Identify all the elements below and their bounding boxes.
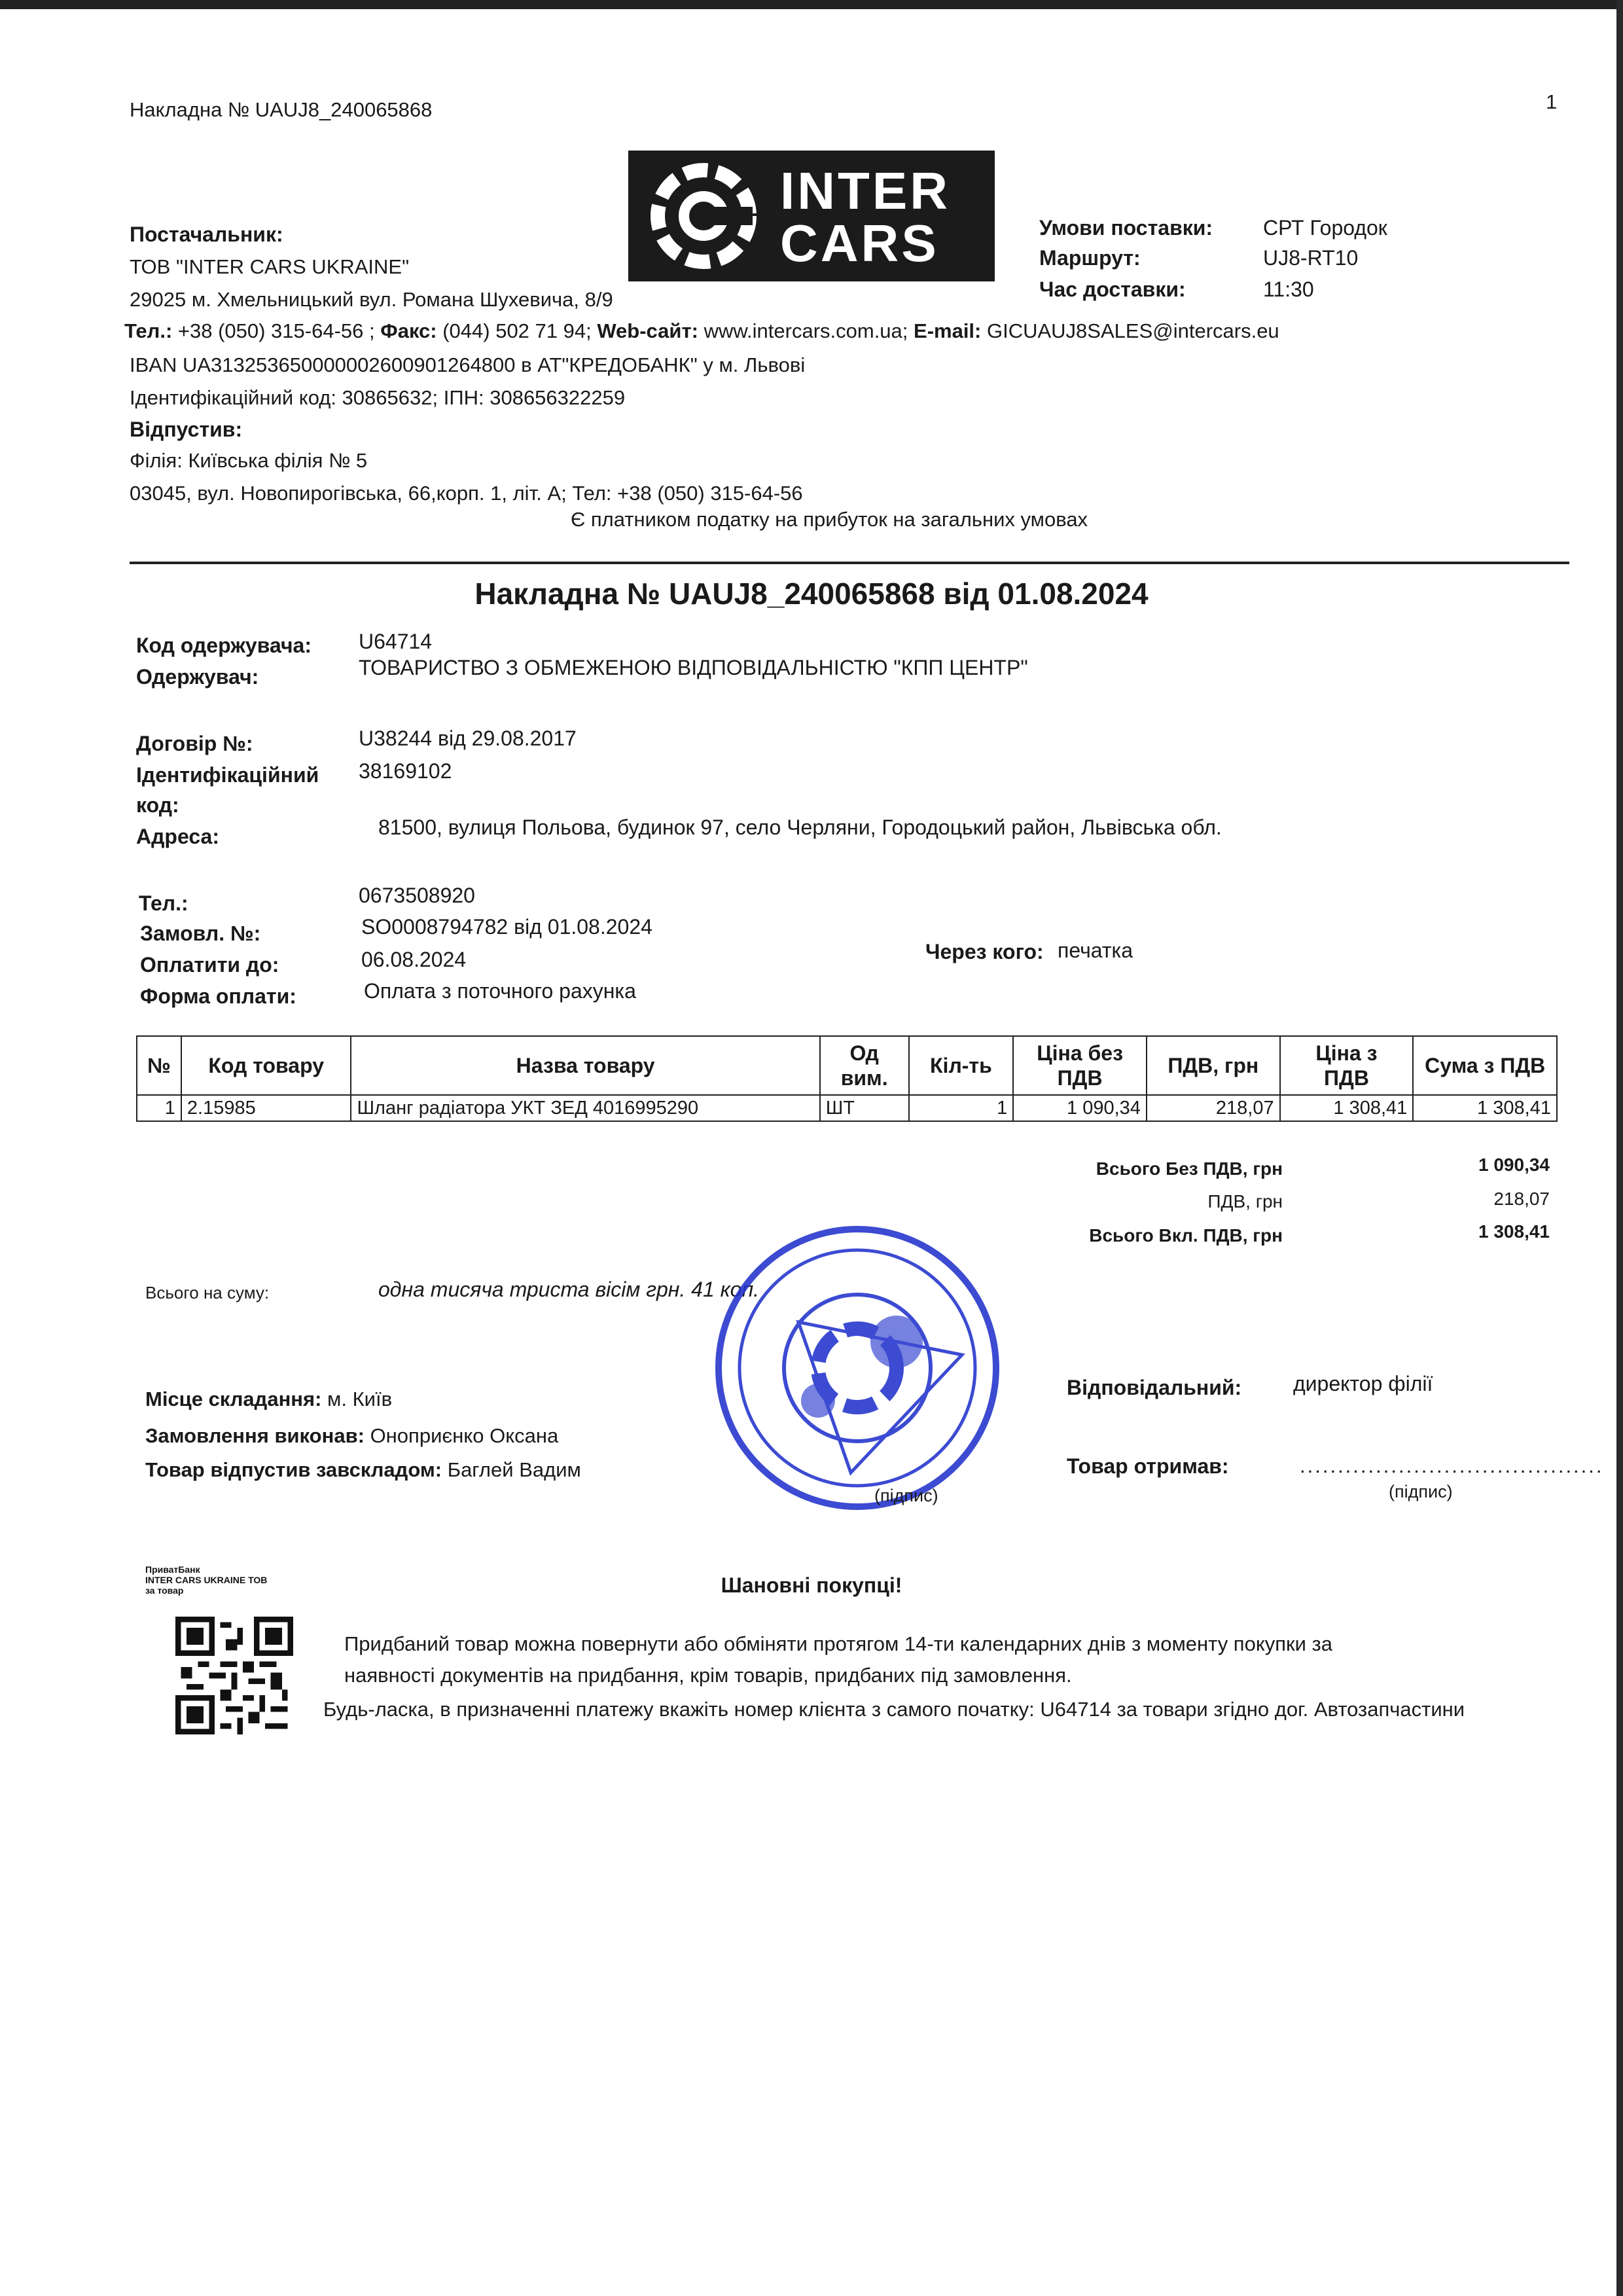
tax-note: Є платником податку на прибуток на загальних умовах [571, 508, 1088, 531]
web-label: Web-сайт: [591, 319, 698, 342]
total-gross-value: 1 308,41 [1478, 1221, 1550, 1242]
inter-cars-logo [628, 151, 995, 281]
header-divider [130, 562, 1569, 564]
items-header-row [137, 1036, 1557, 1095]
document-title: Накладна № UAUJ8_240065868 від 01.08.2024 [474, 577, 1149, 611]
executed-label: Замовлення виконав: [145, 1424, 365, 1447]
supplier-name: ТОВ "INTER CARS UKRAINE" [130, 255, 410, 278]
recipient-name-label: Одержувач: [136, 665, 259, 689]
footer-greeting: Шановні покупці! [721, 1573, 902, 1597]
released-address: 03045, вул. Новопирогівська, 66,корп. 1, літ. А; Тел: +38 (050) 315-64-56 [130, 482, 803, 505]
email-label: E-mail: [908, 319, 982, 342]
logo-text-inter: INTER [780, 162, 950, 220]
via-value: печатка [1058, 939, 1133, 962]
total-vat-label: ПДВ, грн [1207, 1191, 1283, 1211]
release-sign-hint: (підпис) [874, 1486, 938, 1505]
scan-edge-top [0, 0, 1623, 9]
row-price-vat: 1 308,41 [1280, 1095, 1414, 1121]
sum-words-label: Всього на суму: [145, 1283, 270, 1302]
col-unit-line2: вим. [840, 1066, 888, 1090]
col-num: № [137, 1036, 181, 1095]
logo-text-cars: CARS [780, 214, 939, 272]
order-label: Замовл. №: [140, 922, 261, 945]
col-price-vat-line2: ПДВ [1324, 1066, 1369, 1090]
recipient-id-label-2: код: [136, 793, 179, 817]
route-value: UJ8-RT10 [1263, 246, 1359, 270]
row-unit: ШТ [820, 1095, 909, 1121]
company-stamp-icon [700, 1211, 1014, 1525]
total-net-value: 1 090,34 [1478, 1155, 1550, 1175]
supplier-address: 29025 м. Хмельницький вул. Романа Шухевича, 8/9 [130, 288, 613, 311]
col-price-vat-line1: Ціна з [1315, 1041, 1378, 1065]
payment-form-label: Форма оплати: [140, 984, 296, 1008]
supplier-ids: Ідентифікаційний код: 30865632; ІПН: 308656322259 [130, 386, 626, 409]
recipient-address-label: Адреса: [136, 825, 219, 848]
responsible-label: Відповідальний: [1067, 1376, 1242, 1399]
recipient-tel-label: Тел.: [139, 891, 188, 915]
recipient-address: 81500, вулиця Польова, будинок 97, село Черляни, Городоцький район, Львівська обл. [378, 816, 1222, 839]
email-value: GICUAUJ8SALES@intercars.eu [981, 319, 1279, 342]
total-gross-label: Всього Вкл. ПДВ, грн [1089, 1225, 1283, 1246]
fax-label: Факс: [374, 319, 437, 342]
tel-label: Тел.: [124, 319, 173, 342]
bank-purpose: за товар [145, 1585, 184, 1596]
col-qty: Кіл-ть [909, 1036, 1014, 1095]
released-branch: Філія: Київська філія № 5 [130, 449, 368, 472]
supplier-iban: IBAN UA313253650000002600901264800 в АТ"КРЕДОБАНК" у м. Львові [130, 353, 806, 376]
warehouse-label: Товар відпустив завскладом: [145, 1458, 442, 1481]
sum-words-text: одна тисяча триста вісім грн. 41 коп. [378, 1278, 760, 1301]
row-price: 1 090,34 [1013, 1095, 1147, 1121]
contract-value: U38244 від 29.08.2017 [359, 726, 577, 750]
col-price-vat [1280, 1036, 1414, 1095]
supplier-label: Постачальник: [130, 223, 283, 246]
total-net-label: Всього Без ПДВ, грн [1096, 1158, 1283, 1179]
header-reference: Накладна № UAUJ8_240065868 [130, 98, 433, 121]
col-unit [820, 1036, 909, 1095]
row-vat: 218,07 [1147, 1095, 1280, 1121]
pay-until-label: Оплатити до: [140, 953, 279, 977]
col-price [1013, 1036, 1147, 1095]
place-label: Місце складання: [145, 1388, 322, 1410]
col-name: Назва товару [351, 1036, 819, 1095]
received-sign-line: ........................................ [1300, 1454, 1604, 1477]
row-code: 2.15985 [181, 1095, 351, 1121]
col-unit-line1: Од [849, 1041, 879, 1065]
col-price-line2: ПДВ [1057, 1066, 1103, 1090]
items-table [136, 1035, 1558, 1122]
delivery-terms: СРТ Городок [1263, 216, 1387, 240]
order-value: SO0008794782 від 01.08.2024 [361, 915, 652, 939]
supplier-contacts [124, 319, 1279, 343]
payment-qr-code-icon [175, 1617, 293, 1734]
row-name: Шланг радіатора УКТ ЗЕД 4016995290 [351, 1095, 819, 1121]
recipient-id-label-1: Ідентифікаційний [136, 763, 319, 787]
pay-until-value: 06.08.2024 [361, 948, 467, 971]
row-qty: 1 [909, 1095, 1014, 1121]
row-sum: 1 308,41 [1413, 1095, 1557, 1121]
recipient-tel: 0673508920 [359, 884, 475, 907]
route-label: Маршрут: [1039, 246, 1141, 270]
responsible-value: директор філії [1293, 1372, 1433, 1395]
delivery-time-label: Час доставки: [1039, 278, 1186, 301]
place-value: м. Київ [321, 1388, 393, 1410]
footer-payment-note: Будь-ласка, в призначенні платежу вкажіть номер клієнта з самого початку: U64714 за товари згідно дог. Автозапчастини [323, 1698, 1465, 1721]
footer-return-line1: Придбаний товар можна повернути або обміняти протягом 14-ти календарних днів з моменту покупки за [344, 1632, 1332, 1655]
via-label: Через кого: [925, 940, 1044, 963]
row-num: 1 [137, 1095, 181, 1121]
recipient-id: 38169102 [359, 759, 452, 783]
recipient-name: ТОВАРИСТВО З ОБМЕЖЕНОЮ ВІДПОВІДАЛЬНІСТЮ "КПП ЦЕНТР" [359, 656, 1028, 679]
payment-form-value: Оплата з поточного рахунка [364, 979, 636, 1003]
col-sum: Сума з ПДВ [1413, 1036, 1557, 1095]
footer-return-line2: наявності документів на придбання, крім товарів, придбаних під замовлення. [344, 1664, 1072, 1687]
delivery-terms-label: Умови поставки: [1039, 216, 1213, 240]
page-number: 1 [1546, 90, 1558, 113]
col-vat: ПДВ, грн [1147, 1036, 1280, 1095]
col-code: Код товару [181, 1036, 351, 1095]
bank-payee: INTER CARS UKRAINE ТОВ [145, 1575, 268, 1585]
total-vat-value: 218,07 [1493, 1189, 1550, 1209]
bank-name: ПриватБанк [145, 1564, 200, 1575]
warehouse-line [145, 1458, 581, 1482]
executed-line [145, 1424, 558, 1448]
fax-value: (044) 502 71 94; [437, 319, 592, 342]
place-line [145, 1388, 392, 1411]
logo-mark-icon [641, 161, 766, 271]
web-value: www.intercars.com.ua; [698, 319, 908, 342]
recipient-code: U64714 [359, 630, 433, 653]
tel-value: +38 (050) 315-64-56 ; [172, 319, 375, 342]
col-price-line1: Ціна без [1037, 1041, 1123, 1065]
contract-label: Договір №: [136, 732, 253, 755]
received-label: Товар отримав: [1067, 1454, 1229, 1478]
scan-edge-right [1616, 0, 1623, 2296]
warehouse-value: Баглей Вадим [442, 1458, 581, 1481]
released-label: Відпустив: [130, 418, 243, 441]
delivery-time: 11:30 [1263, 278, 1314, 301]
received-sign-hint: (підпис) [1389, 1482, 1453, 1501]
executed-value: Оноприєнко Оксана [364, 1424, 559, 1447]
table-row [137, 1095, 1557, 1121]
recipient-code-label: Код одержувача: [136, 634, 312, 657]
